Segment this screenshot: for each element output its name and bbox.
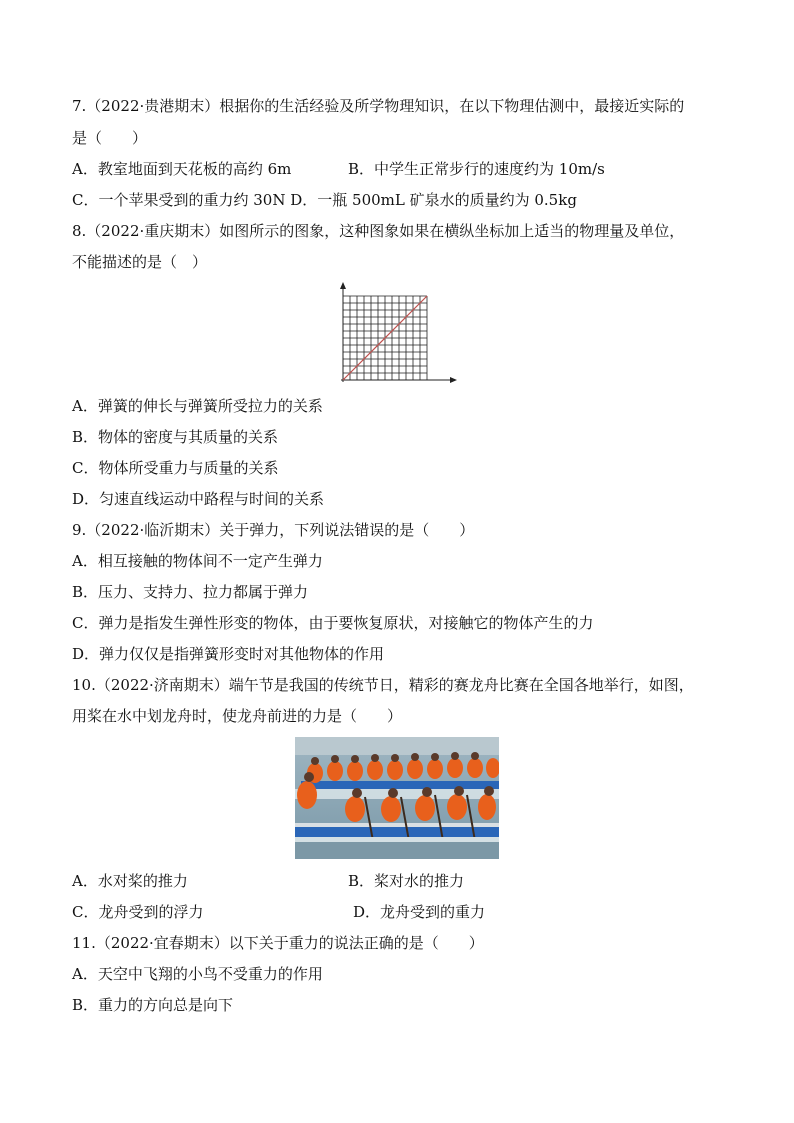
x-axis-arrow bbox=[450, 377, 457, 383]
q8-option-c: C．物体所受重力与质量的关系 bbox=[72, 459, 279, 477]
q7-stem-line2: 是（ ） bbox=[72, 129, 148, 147]
q8-option-a: A．弹簧的伸长与弹簧所受拉力的关系 bbox=[72, 397, 323, 415]
dragon-boat-photo bbox=[295, 737, 499, 859]
q10-option-b: B．桨对水的推力 bbox=[348, 872, 465, 890]
q11-option-a: A．天空中飞翔的小鸟不受重力的作用 bbox=[72, 965, 323, 983]
q11-option-b: B．重力的方向总是向下 bbox=[72, 996, 234, 1014]
q8-option-d: D．匀速直线运动中路程与时间的关系 bbox=[72, 490, 325, 508]
q8-option-b: B．物体的密度与其质量的关系 bbox=[72, 428, 279, 446]
q7-option-b: B．中学生正常步行的速度约为 10m/s bbox=[348, 160, 605, 178]
q9-stem: 9.（2022·临沂期末）关于弹力，下列说法错误的是（ ） bbox=[72, 521, 475, 539]
q10-stem-line1: 10.（2022·济南期末）端午节是我国的传统节日，精彩的赛龙舟比赛在全国各地举行，如图， bbox=[72, 676, 694, 694]
q11-stem: 11.（2022·宜春期末）以下关于重力的说法正确的是（ ） bbox=[72, 934, 484, 952]
q10-option-c: C．龙舟受到的浮力 bbox=[72, 903, 204, 921]
q9-option-b: B．压力、支持力、拉力都属于弹力 bbox=[72, 583, 309, 601]
q10-option-d: D．龙舟受到的重力 bbox=[353, 903, 486, 921]
q10-option-a: A．水对桨的推力 bbox=[72, 872, 188, 890]
linear-graph-figure bbox=[333, 282, 459, 388]
q9-option-c: C．弹力是指发生弹性形变的物体，由于要恢复原状，对接触它的物体产生的力 bbox=[72, 614, 594, 632]
q8-stem-line1: 8.（2022·重庆期末）如图所示的图象，这种图象如果在横纵坐标加上适当的物理量及单位， bbox=[72, 222, 685, 240]
q7-option-a: A．教室地面到天花板的高约 6m bbox=[72, 160, 292, 178]
q9-option-a: A．相互接触的物体间不一定产生弹力 bbox=[72, 552, 323, 570]
q9-option-d: D．弹力仅仅是指弹簧形变时对其他物体的作用 bbox=[72, 645, 385, 663]
q7-option-cd: C．一个苹果受到的重力约 30N D．一瓶 500mL 矿泉水的质量约为 0.5kg bbox=[72, 191, 577, 209]
q8-stem-line2: 不能描述的是（ ） bbox=[72, 253, 208, 271]
y-axis-arrow bbox=[340, 282, 346, 289]
dragon-boat-image bbox=[295, 737, 499, 859]
q7-stem-line1: 7.（2022·贵港期末）根据你的生活经验及所学物理知识，在以下物理估测中，最接近实际的 bbox=[72, 97, 685, 115]
q10-stem-line2: 用桨在水中划龙舟时，使龙舟前进的力是（ ） bbox=[72, 707, 403, 725]
